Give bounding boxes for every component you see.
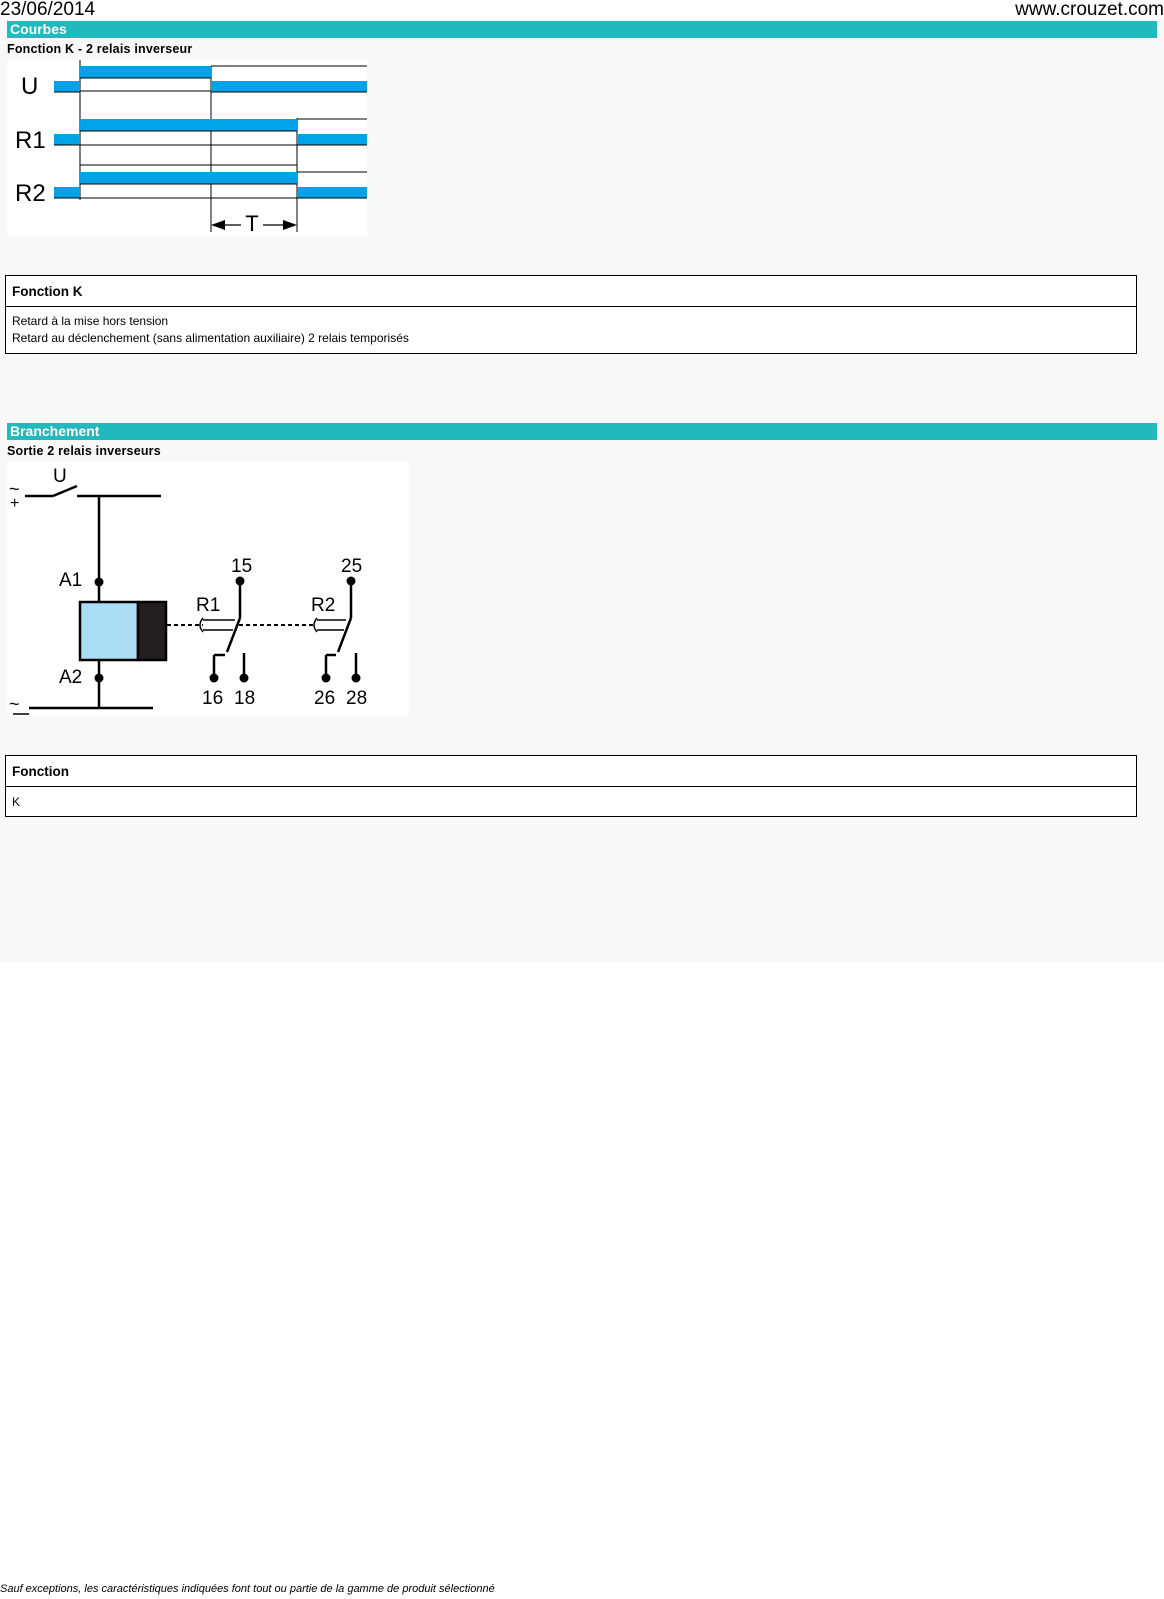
label-r1: R1	[15, 127, 46, 154]
label-t: T	[245, 211, 259, 236]
label-r2: R2	[15, 180, 46, 207]
label-a1: A1	[59, 570, 83, 591]
label-terminal-25: 25	[341, 556, 363, 577]
fonction-k-table	[5, 275, 1137, 354]
label-r1-contact: R1	[196, 595, 221, 616]
r1-contact-blade	[227, 618, 240, 652]
label-terminal-26: 26	[314, 688, 336, 709]
label-tilde-plus: ~	[9, 479, 20, 499]
r1-rest-segment-2	[297, 134, 367, 145]
courbes-subtitle: Fonction K - 2 relais inverseur	[7, 42, 193, 56]
fonction-k-header: Fonction K	[6, 276, 1137, 307]
fonction-header: Fonction	[6, 756, 1137, 787]
label-terminal-18: 18	[234, 688, 256, 709]
terminal-26	[322, 674, 331, 683]
fonction-k-description	[6, 307, 1137, 354]
r2-active-segment	[80, 172, 297, 184]
terminal-18	[240, 674, 249, 683]
timer-block	[138, 602, 166, 660]
label-terminal-16: 16	[202, 688, 224, 709]
footer-note: Sauf exceptions, les caractéristiques indiquées font tout ou partie de la gamme de produit sélectionné	[0, 1583, 495, 1595]
label-terminal-28: 28	[346, 688, 368, 709]
u-on-segment	[80, 66, 211, 78]
branchement-subtitle: Sortie 2 relais inverseurs	[7, 444, 161, 458]
description-line-2: Retard au déclenchement (sans alimentation auxiliaire) 2 relais temporisés	[12, 331, 409, 345]
r2-rest-segment	[54, 187, 80, 198]
r1-active-segment	[80, 119, 297, 131]
r2-rest-segment-2	[297, 187, 367, 198]
terminal-a2	[95, 674, 104, 683]
terminal-a1	[95, 578, 104, 587]
datasheet-content	[0, 20, 1164, 962]
fonction-table	[5, 755, 1137, 817]
label-terminal-15: 15	[231, 556, 253, 577]
svg-text:+: +	[10, 495, 20, 512]
label-u: U	[21, 73, 39, 100]
r1-rest-segment	[54, 134, 80, 145]
u-off-segment	[54, 81, 80, 92]
label-r2-contact: R2	[311, 595, 336, 616]
u-switch-contact	[53, 486, 77, 496]
relay-coil	[80, 602, 138, 660]
description-line-1: Retard à la mise hors tension	[12, 314, 169, 328]
wiring-diagram	[7, 462, 409, 716]
u-off-segment-2	[211, 81, 367, 92]
site-url: www.crouzet.com	[1015, 0, 1164, 20]
label-a2: A2	[59, 667, 83, 688]
label-u-switch: U	[53, 466, 67, 487]
section-band-branchement: Branchement	[7, 423, 1157, 440]
print-date: 23/06/2014	[0, 0, 96, 20]
terminal-16	[210, 674, 219, 683]
label-tilde-minus: ~	[9, 694, 20, 714]
timing-diagram	[7, 60, 367, 236]
fonction-value: K	[6, 787, 1137, 817]
r2-contact-blade	[338, 618, 351, 652]
terminal-28	[352, 674, 361, 683]
section-band-courbes: Courbes	[7, 21, 1157, 38]
